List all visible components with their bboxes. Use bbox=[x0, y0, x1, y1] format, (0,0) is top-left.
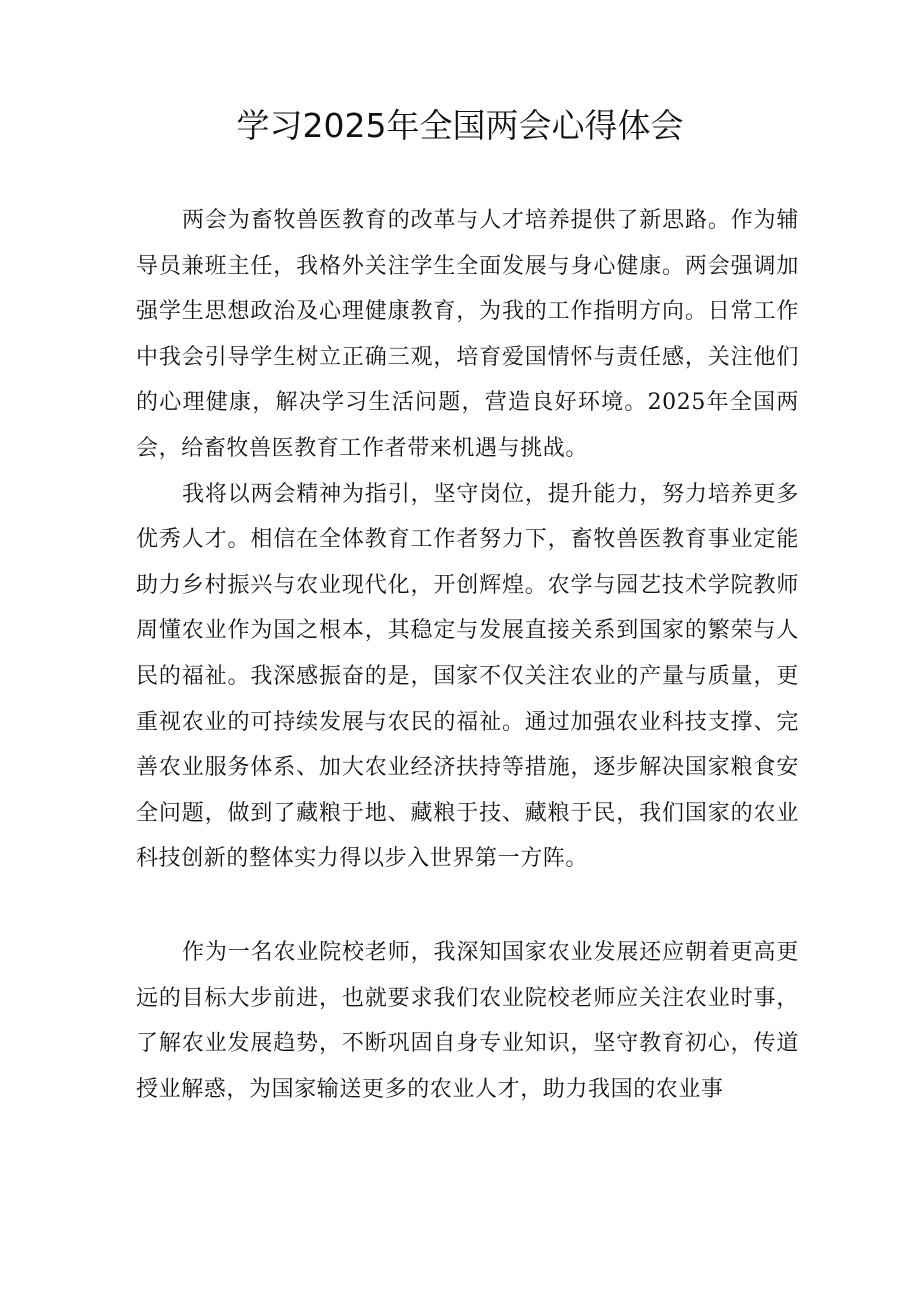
paragraph-3: 作为一名农业院校老师，我深知国家农业发展还应朝着更高更远的目标大步前进，也就要求我们农业院校老师应关注农业时事，了解农业发展趋势，不断巩固自身专业知识，坚守教育初心，传道授业解惑，为国家输送更多的农业人才，助力我国的农业事 bbox=[136, 939, 799, 1102]
paragraph-1: 两会为畜牧兽医教育的改革与人才培养提供了新思路。作为辅导员兼班主任，我格外关注学生全面发展与身心健康。两会强调加强学生思想政治及心理健康教育，为我的工作指明方向。日常工作中我会引导学生树立正确三观，培育爱国情怀与责任感，关注他们的心理健康，解决学习生活问题，营造良好环境。2025年全国两会，给畜牧兽医教育工作者带来机遇与挑战。 bbox=[136, 208, 799, 461]
document-body bbox=[136, 198, 799, 1112]
document-title: 学习2025年全国两会心得体会 bbox=[236, 106, 684, 145]
paragraph-2: 我将以两会精神为指引，坚守岗位，提升能力，努力培养更多优秀人才。相信在全体教育工作者努力下，畜牧兽医教育事业定能助力乡村振兴与农业现代化，开创辉煌。农学与园艺技术学院教师周懂农业作为国之根本，其稳定与发展直接关系到国家的繁荣与人民的福祉。我深感振奋的是，国家不仅关注农业的产量与质量，更重视农业的可持续发展与农民的福祉。通过加强农业科技支撑、完善农业服务体系、加大农业经济扶持等措施，逐步解决国家粮食安全问题，做到了藏粮于地、藏粮于技、藏粮于民，我们国家的农业科技创新的整体实力得以步入世界第一方阵。 bbox=[136, 481, 799, 872]
